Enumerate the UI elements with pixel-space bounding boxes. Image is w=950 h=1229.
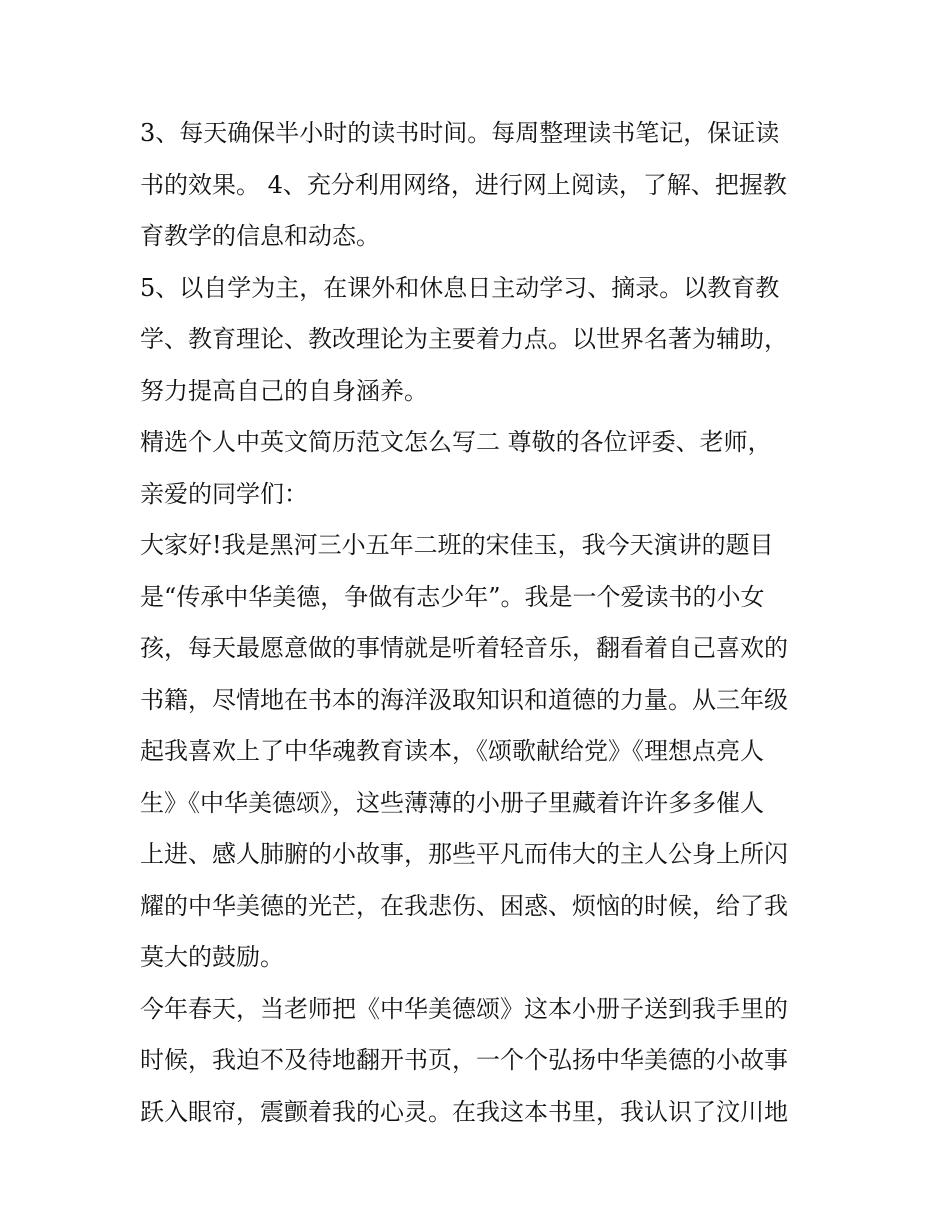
text-line: 是“传承中华美德，争做有志少年”。我是一个爱读书的小女	[140, 582, 765, 611]
text-line: 上进、感人肺腑的小故事，那些平凡而伟大的主人公身上所闪	[140, 840, 788, 868]
text-line: 孩，每天最愿意做的事情就是听着轻音乐，翻看着自己喜欢的	[140, 634, 788, 662]
text-line: 书籍，尽情地在书本的海洋汲取知识和道德的力量。从三年级	[140, 685, 788, 714]
text-line: 学、教育理论、教改理论为主要着力点。以世界名著为辅助，	[140, 325, 788, 353]
text-line: 精选个人中英文简历范文怎么写二 尊敬的各位评委、老师，	[140, 428, 772, 456]
text-line: 莫大的鼓励。	[140, 943, 284, 971]
text-line: 起我喜欢上了中华魂教育读本，《颂歌献给党》《理想点亮人	[140, 737, 764, 765]
document-body	[140, 108, 830, 1138]
text-line: 5、以自学为主，在课外和休息日主动学习、摘录。以教育教	[140, 273, 780, 302]
text-line: 生》《中华美德颂》，这些薄薄的小册子里藏着许许多多催人	[140, 788, 764, 817]
text-line: 努力提高自己的自身涵养。	[140, 376, 428, 405]
text-line: 今年春天，当老师把《中华美德颂》这本小册子送到我手里的	[140, 994, 788, 1023]
text-line: 时候，我迫不及待地翻开书页，一个个弘扬中华美德的小故事	[140, 1046, 788, 1074]
text-line: 亲爱的同学们：	[140, 479, 308, 508]
text-line: 跃入眼帘，震颤着我的心灵。在我这本书里，我认识了汶川地	[140, 1097, 788, 1126]
text-line: 书的效果。 4、充分利用网络，进行网上阅读，了解、把握教	[140, 170, 787, 199]
text-line: 耀的中华美德的光芒，在我悲伤、困惑、烦恼的时候，给了我	[140, 891, 788, 920]
text-line: 育教学的信息和动态。	[140, 222, 380, 250]
text-line: 3、每天确保半小时的读书时间。每周整理读书笔记，保证读	[140, 119, 780, 147]
text-line: 大家好!我是黑河三小五年二班的宋佳玉，我今天演讲的题目	[140, 531, 774, 559]
